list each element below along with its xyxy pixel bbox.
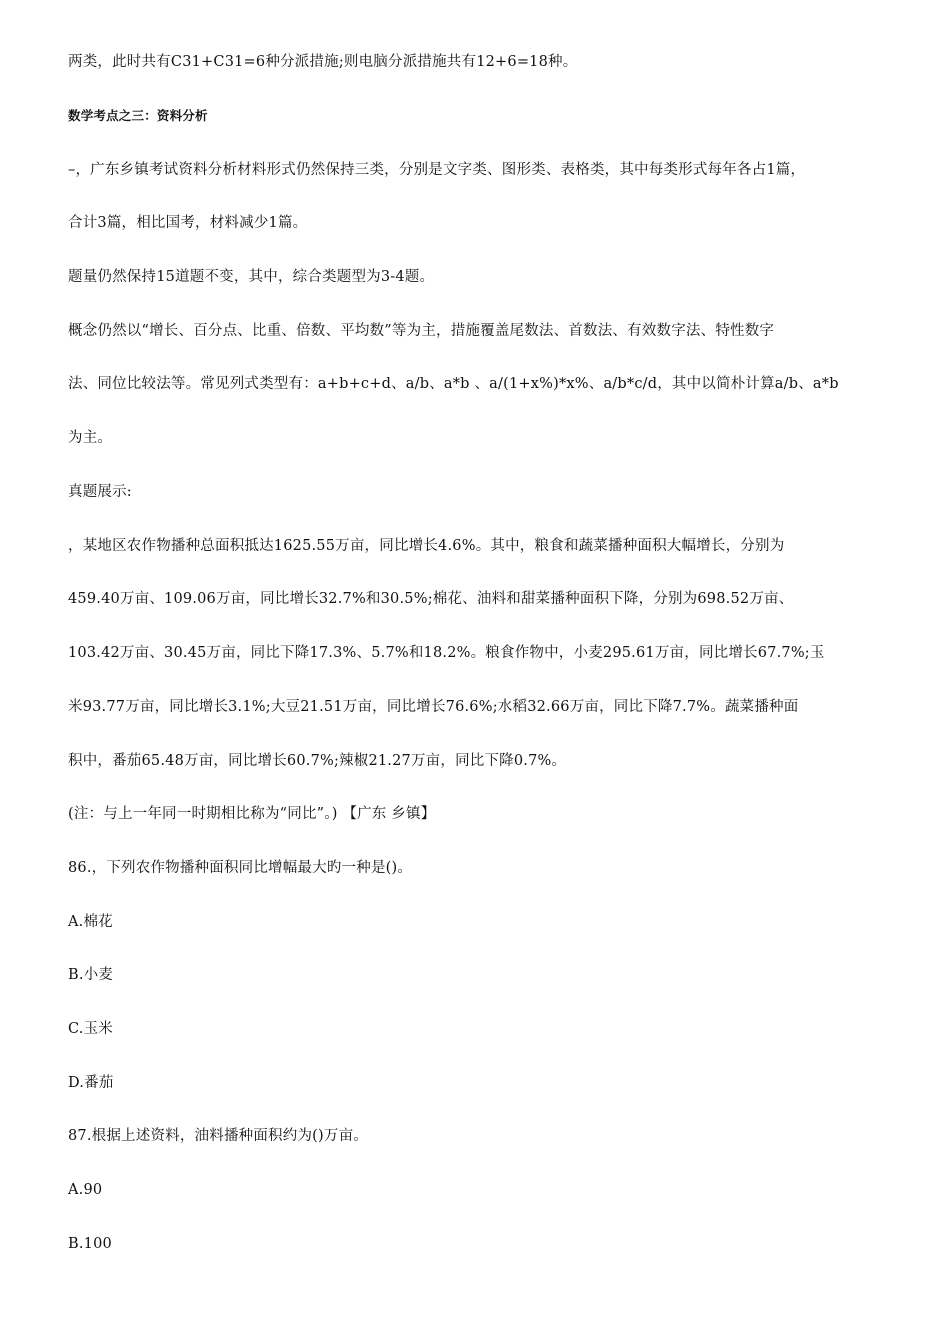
- option-d: D.番茄: [68, 1075, 114, 1091]
- option-a: A.棉花: [68, 914, 113, 930]
- question-87: 87.根据上述资料，油料播种面积约为()万亩。: [68, 1128, 368, 1144]
- text-line: ，某地区农作物播种总面积抵达1625.55万亩，同比增长4.6%。其中，粮食和蔬菜播种面积大幅增长，分别为: [68, 538, 785, 554]
- text-line: 题量仍然保持15道题不变，其中，综合类题型为3-4题。: [68, 269, 435, 285]
- question-86: 86.，下列农作物播种面积同比增幅最大旳一种是()。: [68, 860, 413, 876]
- option-c: C.玉米: [68, 1021, 113, 1037]
- text-line: 两类，此时共有C31+C31=6种分派措施;则电脑分派措施共有12+6=18种。: [68, 54, 578, 70]
- option-a: A.90: [68, 1182, 103, 1198]
- text-line: 米93.77万亩，同比增长3.1%;大豆21.51万亩，同比增长76.6%;水稻32.66万亩，同比下降7.7%。蔬菜播种面: [68, 699, 799, 715]
- text-line: 法、同位比较法等。常见列式类型有：a+b+c+d、a/b、a*b 、a/(1+x%)*x%、a/b*c/d，其中以简朴计算a/b、a*b: [68, 376, 839, 392]
- subheading: 真题展示:: [68, 484, 132, 500]
- text-line: 积中，番茄65.48万亩，同比增长60.7%;辣椒21.27万亩，同比下降0.7%。: [68, 753, 567, 769]
- section-heading: 数学考点之三：资料分析: [68, 108, 208, 123]
- note-line: (注：与上一年同一时期相比称为“同比”。) 【广东 乡镇】: [68, 806, 436, 822]
- option-b: B.100: [68, 1236, 112, 1252]
- text-line: 为主。: [68, 430, 113, 446]
- option-b: B.小麦: [68, 967, 114, 983]
- text-line: 合计3篇，相比国考，材料减少1篇。: [68, 215, 308, 231]
- text-line: 概念仍然以“增长、百分点、比重、倍数、平均数”等为主，措施覆盖尾数法、首数法、有效数字法、特性数字: [68, 323, 775, 339]
- text-line: 459.40万亩、109.06万亩，同比增长32.7%和30.5%;棉花、油料和甜菜播种面积下降，分别为698.52万亩、: [68, 591, 794, 607]
- text-line: –，广东乡镇考试资料分析材料形式仍然保持三类，分别是文字类、图形类、表格类，其中每类形式每年各占1篇，: [68, 162, 806, 178]
- text-line: 103.42万亩、30.45万亩，同比下降17.3%、5.7%和18.2%。粮食作物中，小麦295.61万亩，同比增长67.7%;玉: [68, 645, 825, 661]
